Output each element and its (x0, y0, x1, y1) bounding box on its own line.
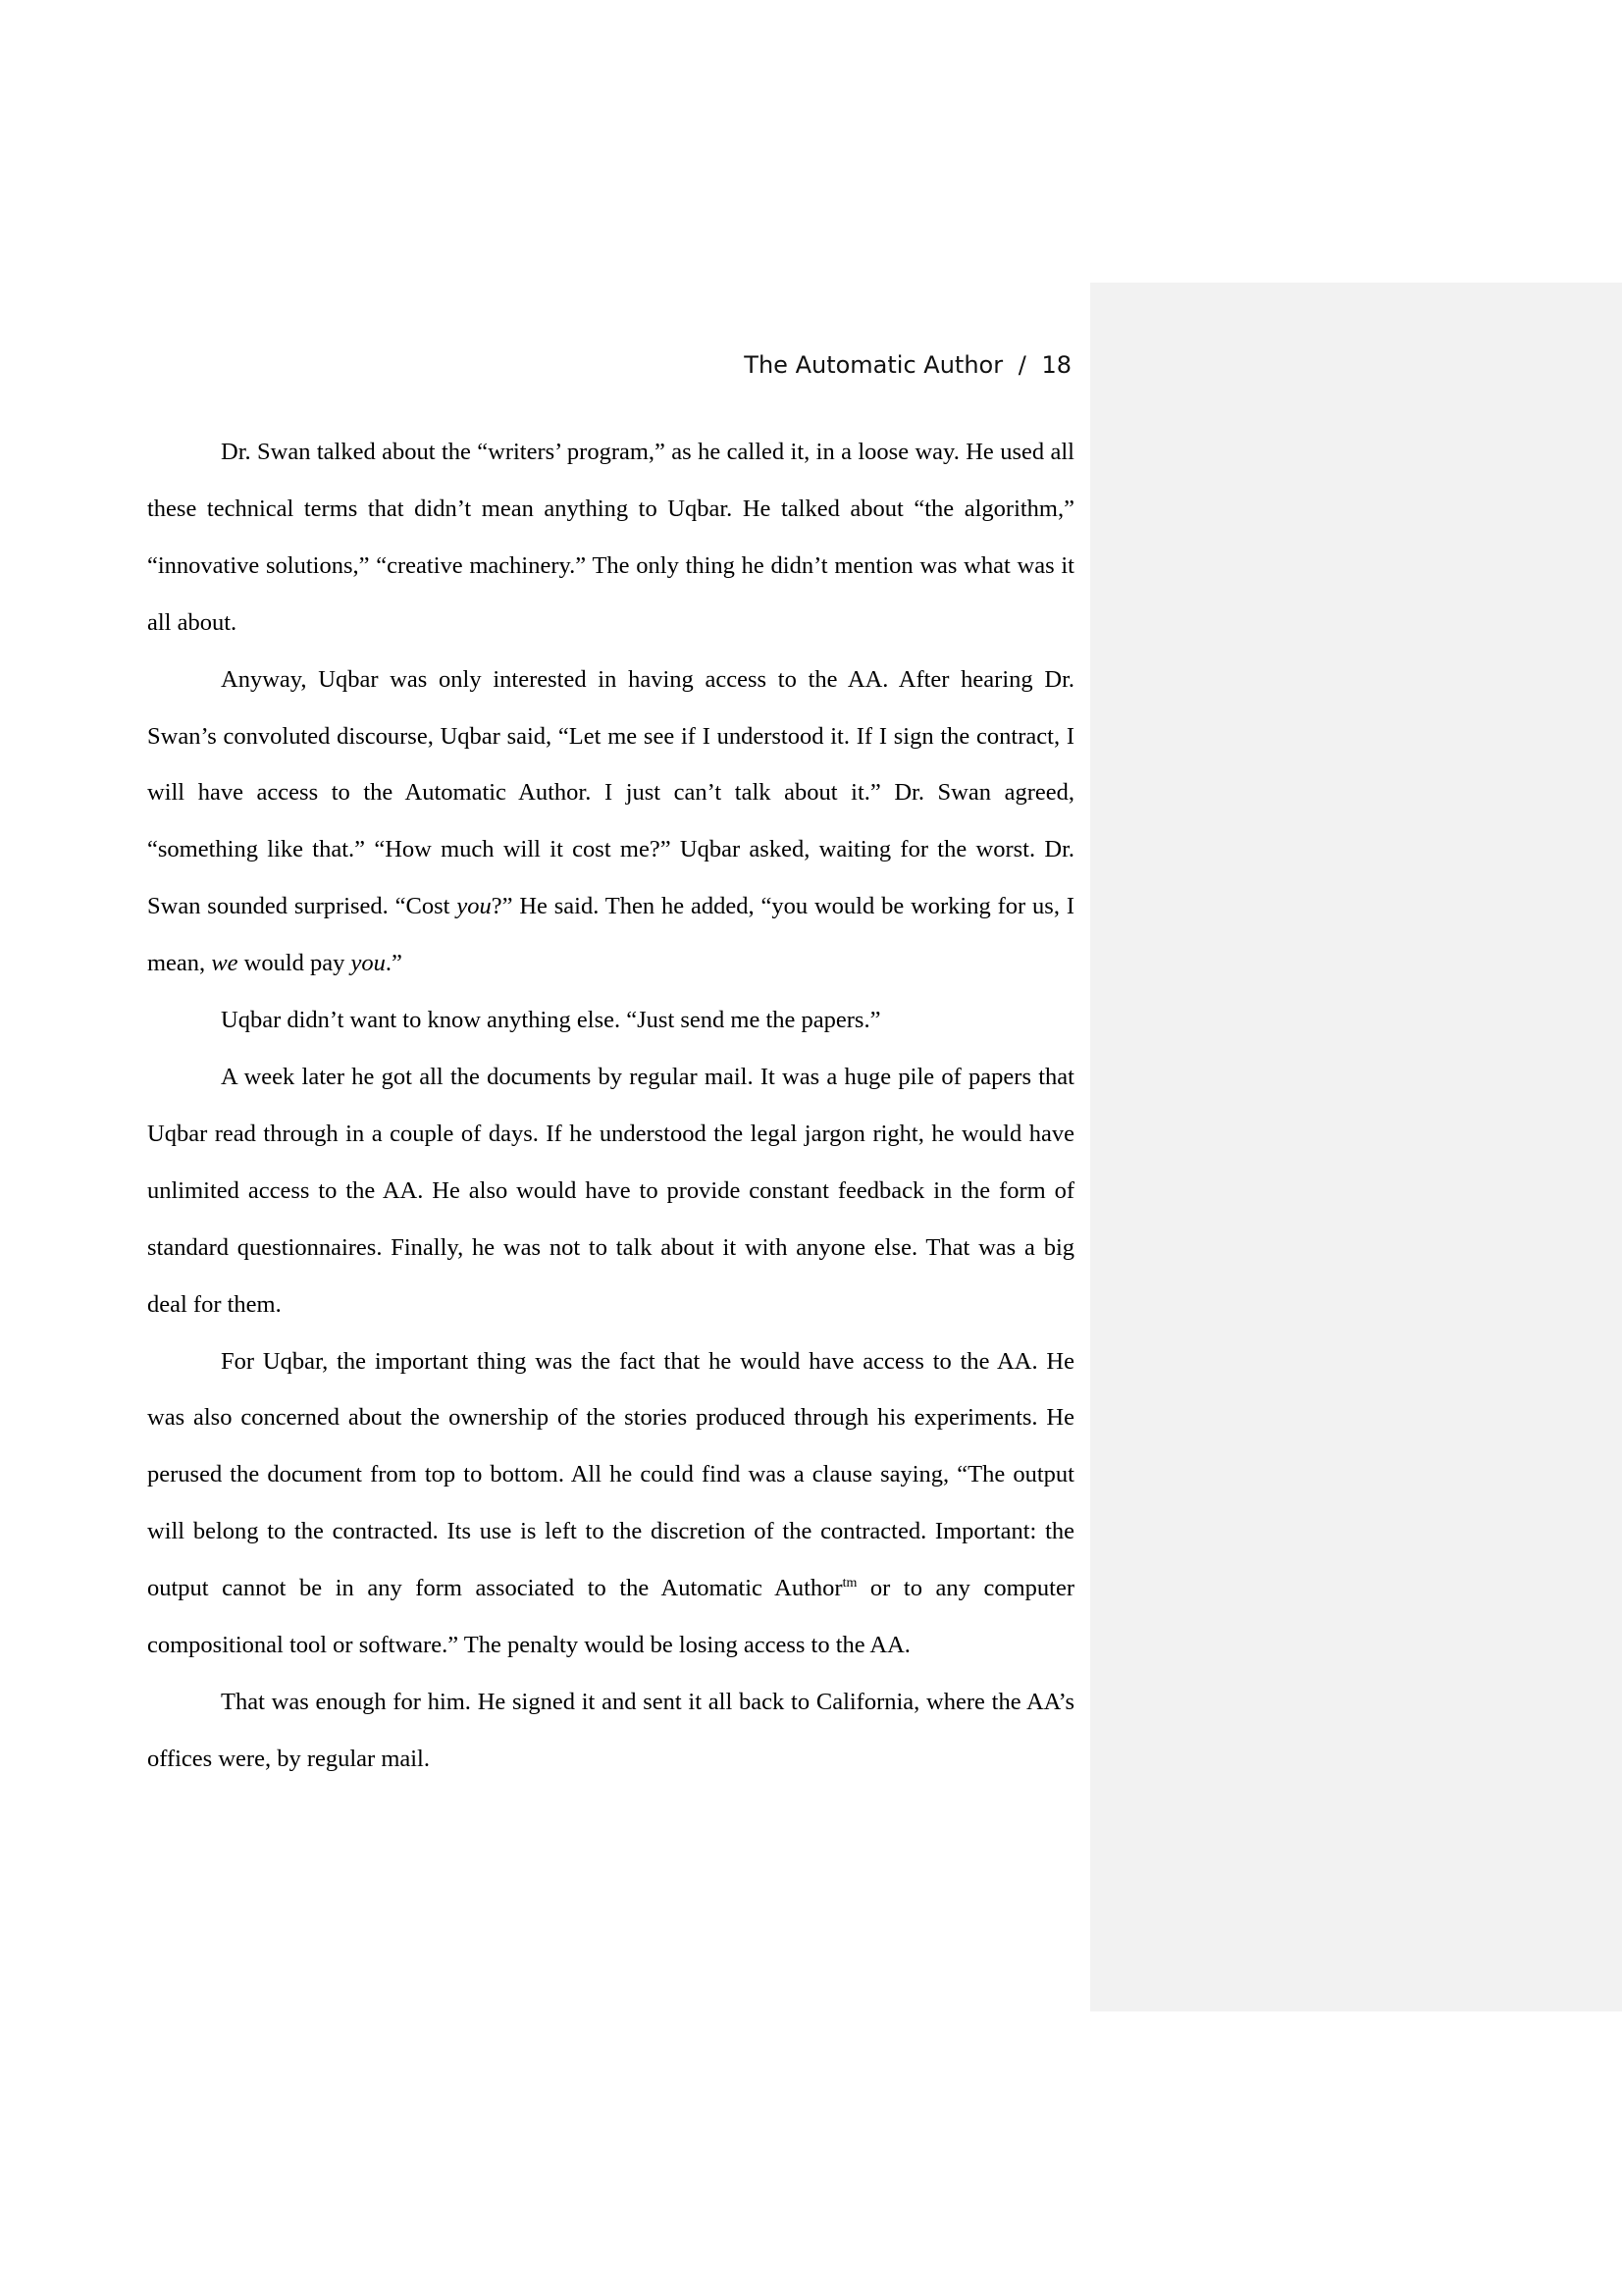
page-number: 18 (1041, 351, 1072, 379)
emphasis: you (456, 893, 492, 920)
paragraph: Uqbar didn’t want to know anything else. “Just send me the papers.” (221, 1007, 881, 1034)
emphasis: you (350, 950, 386, 977)
paragraph: A week later he got all the documents by regular mail. It was a huge pile of papers that Uqbar read through in a couple of days. If he understood the legal jargon right, he would have unlimited access to the AA. He also would have to provide constant feedback in the form of standard questionnaires. Finally, he was not to talk about it with anyone else. That was a big deal for them. (147, 1063, 1074, 1318)
paragraph: For Uqbar, the important thing was the fact that he would have access to the AA. He was also concerned about the ownership of the stories produced through his experiments. He perused the document from top to bottom. All he could find was a clause saying, “The output will belong to the contracted. Its use is left to the discretion of the contracted. Important: the output cannot be in any form associated to the Automatic Author$^{tm}$ or to any computer compositional tool or software.” The penalty would be losing access to the AA. (147, 1347, 1074, 1659)
emphasis: we (211, 950, 238, 977)
paragraph: Anyway, Uqbar was only interested in having access to the AA. After hearing Dr. Swan’s convoluted discourse, Uqbar said, “Let me see if I understood it. If I sign the contract, I will have access to the Automatic Author. I just can’t talk about it.” Dr. Swan agreed, “something like that.” “How much will it cost me?” Uqbar asked, waiting for the worst. Dr. Swan sounded surprised. “Cost you?” He said. Then he added, “you would be working for us, I mean, we would pay you.” (147, 665, 1074, 977)
running-head (687, 351, 1072, 379)
running-head-title: The Automatic Author (744, 351, 1004, 379)
comment-pane (1090, 283, 1622, 2011)
trademark-superscript: tm (842, 1576, 858, 1592)
running-head-separator: / (1018, 351, 1026, 379)
paragraph: That was enough for him. He signed it and sent it all back to California, where the AA’s offices were, by regular mail. (147, 1688, 1074, 1772)
paragraph: Dr. Swan talked about the “writers’ program,” as he called it, in a loose way. He used all these technical terms that didn’t mean anything to Uqbar. He talked about “the algorithm,” “innovative solutions,” “creative machinery.” The only thing he didn’t mention was what was it all about. (147, 439, 1074, 636)
body-text (147, 424, 1074, 1788)
